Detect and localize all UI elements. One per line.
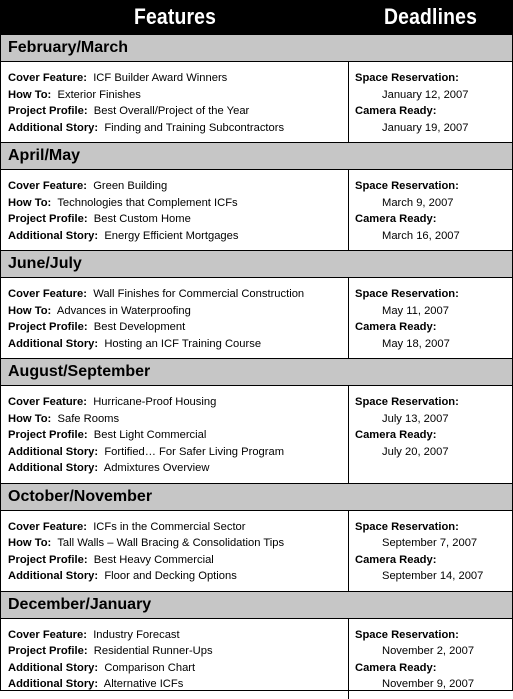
deadlines-cell [349,511,512,591]
issue-section [1,591,512,699]
feature-label: How To: [8,537,52,549]
feature-line [8,411,348,428]
space-reservation-label: Space Reservation: [355,628,459,641]
space-reservation-date: January 12, 2007 [382,88,469,101]
issue-body [1,62,512,142]
feature-line [8,643,348,660]
feature-text: Industry Forecast [93,628,180,641]
feature-label: Project Profile: [8,213,88,225]
feature-label: Cover Feature: [8,520,87,533]
camera-ready-date: July 20, 2007 [382,445,449,458]
feature-label: How To: [8,412,52,425]
deadlines-cell [349,170,512,250]
issue-title: June/July [1,251,512,278]
features-heading: Features [133,4,217,29]
feature-label: Additional Story: [8,229,99,242]
feature-text: Wall Finishes for Commercial Construction [93,288,305,300]
issue-section [1,483,512,591]
camera-ready-date: January 19, 2007 [382,121,469,134]
feature-text: Best Light Commercial [93,429,207,441]
deadlines-cell [349,386,512,483]
issue-body [1,170,512,250]
space-reservation-label: Space Reservation: [355,520,459,533]
feature-label: Cover Feature: [8,72,87,84]
feature-text: Hosting an ICF Training Course [104,337,262,350]
feature-label: Project Profile: [8,321,88,333]
feature-label: Additional Story: [8,570,99,582]
feature-line [8,568,348,585]
feature-text: Tall Walls – Wall Bracing & Consolidation Tips [57,537,285,549]
issue-section [1,34,512,142]
feature-line [8,627,348,644]
issue-body [1,278,512,358]
issue-title: December/January [1,592,512,619]
features-cell [1,170,349,250]
feature-line [8,195,348,212]
features-cell [1,62,349,142]
feature-text: Residential Runner-Ups [93,645,213,657]
table-header [1,0,512,34]
feature-label: Cover Feature: [8,396,87,408]
feature-line [8,427,348,444]
feature-line [8,87,348,104]
space-reservation-date: March 9, 2007 [382,196,454,209]
feature-line [8,394,348,411]
feature-line [8,319,348,336]
sections-container [1,34,512,699]
feature-text: Admixtures Overview [103,462,210,474]
feature-label: Additional Story: [8,445,99,458]
camera-ready-label: Camera Ready: [355,105,437,117]
issue-body [1,511,512,591]
feature-line [8,535,348,552]
feature-line [8,211,348,228]
feature-line [8,286,348,303]
issue-section [1,358,512,483]
feature-line [8,336,348,353]
feature-line [8,178,348,195]
feature-label: Cover Feature: [8,628,87,641]
feature-label: How To: [8,304,52,317]
space-reservation-label: Space Reservation: [355,288,459,300]
space-reservation-date: July 13, 2007 [382,412,449,425]
feature-label: Project Profile: [8,645,88,657]
feature-line [8,519,348,536]
issue-title: April/May [1,143,512,170]
feature-line [8,228,348,245]
feature-text: Hurricane-Proof Housing [93,396,217,408]
feature-line [8,120,348,137]
camera-ready-label: Camera Ready: [355,553,437,566]
feature-text: ICF Builder Award Winners [93,72,228,84]
feature-text: Best Overall/Project of the Year [93,105,250,117]
camera-ready-date: September 14, 2007 [382,570,484,582]
space-reservation-label: Space Reservation: [355,72,459,84]
camera-ready-date: November 9, 2007 [382,678,475,690]
feature-line [8,103,348,120]
feature-text: Fortified… For Safer Living Program [104,445,285,458]
features-cell [1,386,349,483]
feature-text: Exterior Finishes [57,88,141,101]
issue-title: August/September [1,359,512,386]
deadlines-heading: Deadlines [383,4,478,29]
space-reservation-label: Space Reservation: [355,396,459,408]
feature-text: Safe Rooms [57,412,120,425]
feature-line [8,460,348,477]
camera-ready-label: Camera Ready: [355,321,437,333]
feature-label: How To: [8,196,52,209]
issue-body [1,619,512,699]
camera-ready-date: May 18, 2007 [382,337,450,350]
feature-label: Project Profile: [8,105,88,117]
space-reservation-date: May 11, 2007 [382,304,449,317]
issue-body [1,386,512,483]
space-reservation-label: Space Reservation: [355,180,459,192]
feature-label: Additional Story: [8,661,99,674]
issue-section [1,142,512,250]
feature-line [8,70,348,87]
feature-label: Cover Feature: [8,288,87,300]
features-cell [1,619,349,699]
feature-text: Floor and Decking Options [104,570,237,582]
feature-text: ICFs in the Commercial Sector [93,520,246,533]
space-reservation-date: September 7, 2007 [382,537,478,549]
feature-label: How To: [8,88,52,101]
feature-line [8,660,348,677]
feature-label: Project Profile: [8,429,88,441]
feature-text: Advances in Waterproofing [56,304,191,317]
feature-text: Comparison Chart [104,661,196,674]
feature-label: Project Profile: [8,553,88,566]
feature-text: Best Development [93,321,186,333]
feature-text: Technologies that Complement ICFs [57,196,238,209]
camera-ready-date: March 16, 2007 [382,229,460,242]
feature-line [8,676,348,693]
feature-line [8,303,348,320]
feature-text: Energy Efficient Mortgages [104,229,239,242]
feature-text: Best Heavy Commercial [93,553,214,566]
feature-text: Alternative ICFs [103,678,184,690]
feature-label: Additional Story: [8,121,99,134]
issue-section [1,250,512,358]
features-cell [1,511,349,591]
issue-title: February/March [1,35,512,62]
feature-line [8,552,348,569]
camera-ready-label: Camera Ready: [355,213,437,225]
feature-label: Cover Feature: [8,180,87,192]
deadlines-cell [349,278,512,358]
deadlines-cell [349,62,512,142]
feature-text: Best Custom Home [93,213,191,225]
feature-text: Finding and Training Subcontractors [104,121,285,134]
features-cell [1,278,349,358]
camera-ready-label: Camera Ready: [355,429,437,441]
space-reservation-date: November 2, 2007 [382,645,475,657]
feature-label: Additional Story: [8,337,99,350]
camera-ready-label: Camera Ready: [355,661,437,674]
feature-label: Additional Story: [8,678,99,690]
feature-line [8,444,348,461]
issue-title: October/November [1,484,512,511]
feature-label: Additional Story: [8,462,99,474]
deadlines-cell [349,619,512,699]
feature-text: Green Building [93,180,168,192]
